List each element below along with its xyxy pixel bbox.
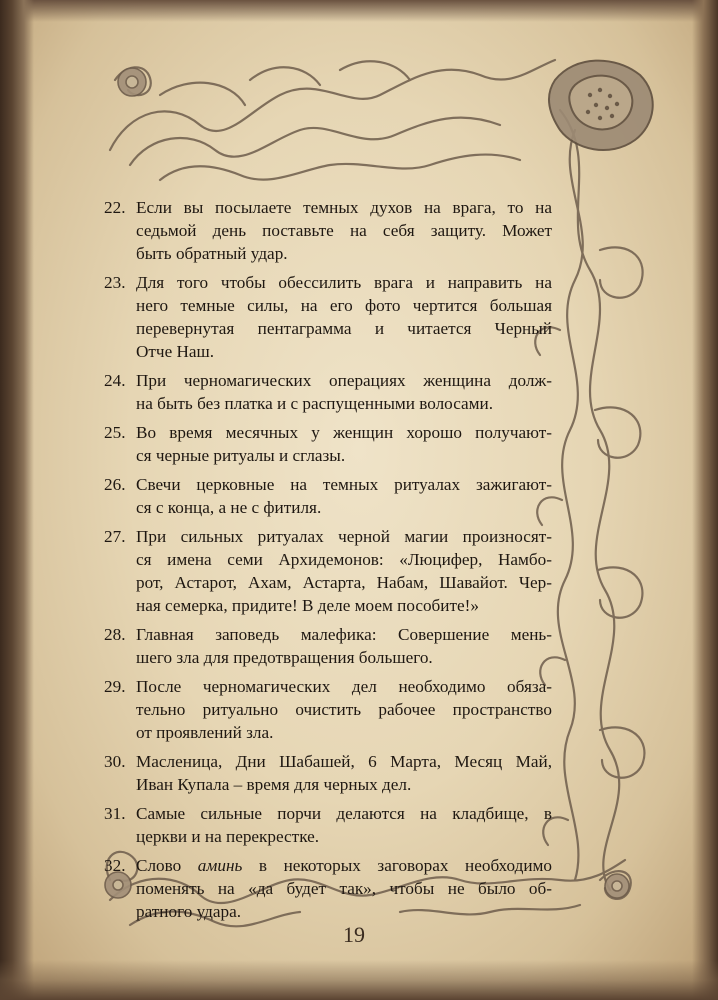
text-line: [136, 854, 552, 877]
text-line: поменять на «да будет так», чтобы не было об-: [136, 879, 552, 898]
item-number: 23.: [104, 273, 126, 292]
item-number: 32.: [104, 856, 126, 875]
list-item: [104, 369, 552, 415]
text-line: Самые сильные порчи делаются на кладбище, в: [136, 804, 552, 823]
text-line: При сильных ритуалах черной магии произносят-: [136, 527, 552, 546]
text-line: на быть без платка и с распущенными волосами.: [136, 394, 494, 413]
item-text: [136, 750, 552, 796]
item-text: [136, 421, 552, 467]
item-text: [136, 802, 552, 848]
item-text: [136, 675, 552, 744]
text-line: Иван Купала – время для черных дел.: [136, 775, 412, 794]
text-line: Масленица, Дни Шабашей, 6 Марта, Месяц Май,: [136, 752, 552, 771]
item-number: 31.: [104, 804, 126, 823]
text-line: ся имена семи Архидемонов: «Люцифер, Намбо-: [136, 550, 552, 569]
item-text: [136, 473, 552, 519]
list-item: [104, 196, 552, 265]
text-line: ная семерка, придите! В деле моем пособите!»: [136, 596, 479, 615]
text-line: него темные силы, на его фото чертится большая: [136, 296, 552, 315]
text-line: После черномагических дел необходимо обяза-: [136, 677, 552, 696]
item-number: 22.: [104, 198, 126, 217]
item-text: [136, 525, 552, 617]
text-line: от проявлений зла.: [136, 723, 274, 742]
text-fragment: Слово: [136, 856, 198, 875]
item-number: 29.: [104, 677, 126, 696]
list-item: [104, 802, 552, 848]
italic-word: аминь: [197, 856, 243, 875]
item-number: 30.: [104, 752, 126, 771]
item-number: 27.: [104, 527, 126, 546]
text-fragment: в некоторых заговорах необходимо: [242, 856, 552, 875]
text-line: ратного удара.: [136, 902, 241, 921]
list-item: [104, 421, 552, 467]
item-number: 25.: [104, 423, 126, 442]
text-line: Свечи церковные на темных ритуалах зажигают-: [136, 475, 552, 494]
page-number: 19: [343, 922, 365, 947]
item-text: [136, 623, 552, 669]
text-line: ся черные ритуалы и сглазы.: [136, 446, 346, 465]
text-line: перевернутая пентаграмма и читается Черный: [136, 319, 552, 338]
item-number: 26.: [104, 475, 126, 494]
text-line: Отче Наш.: [136, 342, 215, 361]
item-number: 24.: [104, 371, 126, 390]
list-item: [104, 271, 552, 363]
item-text: [136, 369, 552, 415]
text-line: церкви и на перекрестке.: [136, 827, 320, 846]
list-item: [104, 750, 552, 796]
text-line: Для того чтобы обессилить врага и направить на: [136, 273, 552, 292]
text-line: рот, Астарот, Ахам, Астарта, Набам, Шавайот. Чер-: [136, 573, 552, 592]
item-text: [136, 854, 552, 923]
list-item: [104, 675, 552, 744]
text-line: При черномагических операциях женщина долж-: [136, 371, 552, 390]
text-line: шего зла для предотвращения большего.: [136, 648, 433, 667]
list-item: [104, 525, 552, 617]
list-item: [104, 854, 552, 923]
text-line: Если вы посылаете темных духов на врага, то на: [136, 198, 552, 217]
text-line: Главная заповедь малефика: Совершение мень-: [136, 625, 552, 644]
numbered-list: [104, 196, 552, 929]
text-line: Во время месячных у женщин хорошо получают-: [136, 423, 552, 442]
item-text: [136, 271, 552, 363]
text-line: тельно ритуально очистить рабочее пространство: [136, 700, 552, 719]
item-text: [136, 196, 552, 265]
text-line: седьмой день поставьте на себя защиту. Может: [136, 221, 552, 240]
list-item: [104, 623, 552, 669]
text-line: быть обратный удар.: [136, 244, 288, 263]
text-line: ся с конца, а не с фитиля.: [136, 498, 322, 517]
item-number: 28.: [104, 625, 126, 644]
list-item: [104, 473, 552, 519]
